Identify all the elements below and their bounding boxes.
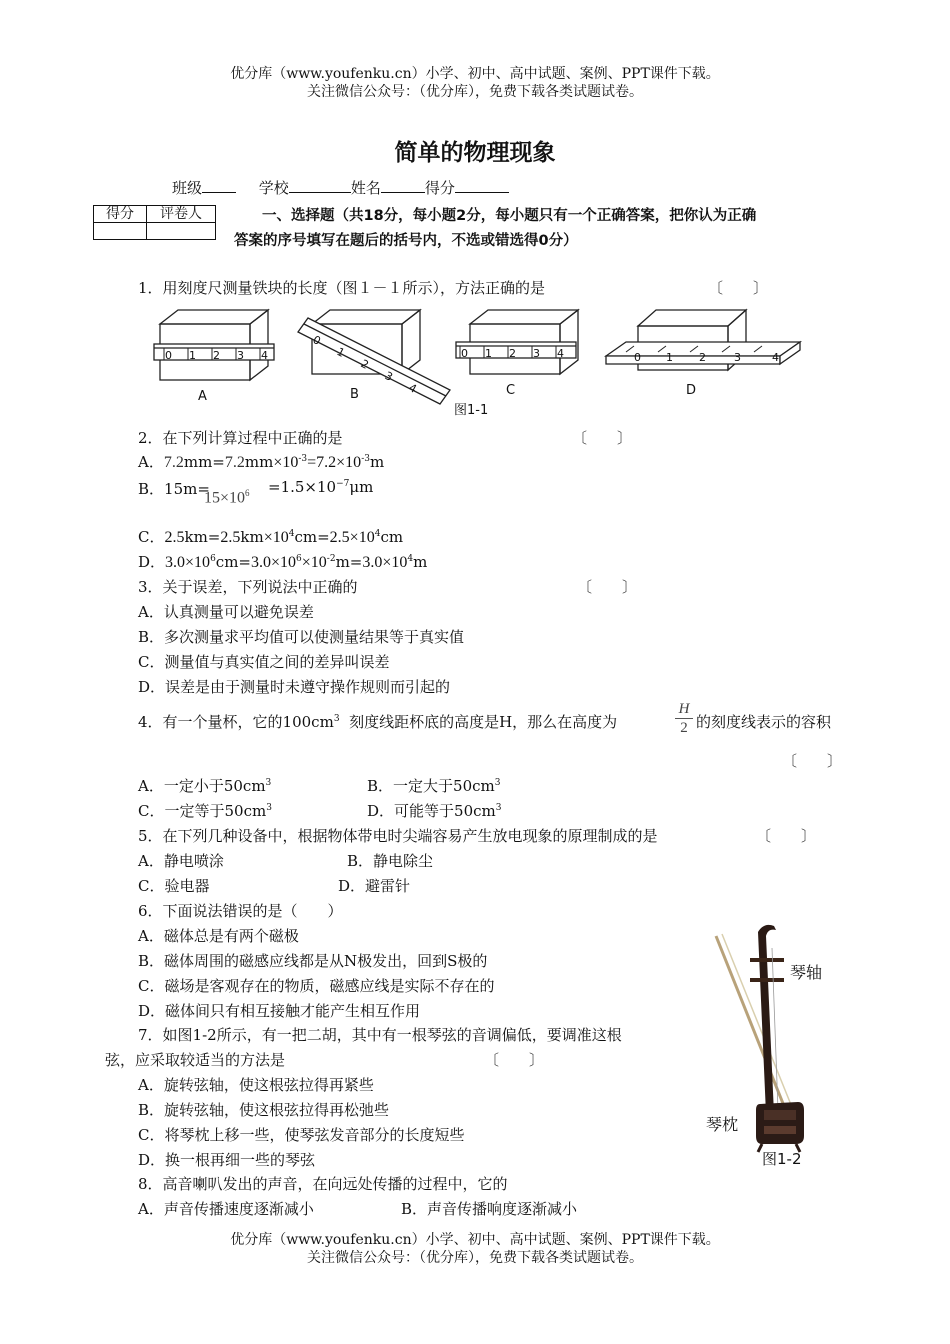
b-pre: 15m=: [164, 480, 210, 498]
question-4-stem: [138, 711, 617, 732]
question-5-option-c: C．验电器: [138, 877, 210, 895]
question-2-stem: 2．在下列计算过程中正确的是: [138, 429, 343, 447]
question-4-option-a: [138, 775, 271, 796]
score-header: 得分: [94, 206, 147, 223]
c-a: 2.5: [164, 529, 185, 546]
figure-1-1-caption: 图1-1: [454, 403, 489, 418]
score-table: [93, 205, 216, 240]
q4-frac-num: H: [675, 700, 693, 719]
d-e: ×10: [301, 554, 327, 571]
figure-label-d: D: [686, 383, 697, 398]
figure-1-2-erhu: [700, 918, 840, 1170]
c-exp: 4: [288, 529, 295, 539]
option-d-label: D．: [138, 553, 166, 571]
header-line-1: 优分库（www.youfenku.cn）小学、初中、高中试题、案例、PPT课件下载。: [230, 66, 720, 82]
q4-a-sup: 3: [265, 778, 272, 788]
question-3-option-c: C．测量值与真实值之间的差异叫误差: [138, 653, 390, 671]
a-expr-2: 7.2: [224, 454, 245, 471]
question-1-bracket: 〔 〕: [708, 279, 769, 297]
question-4-bracket: 〔 〕: [782, 752, 843, 770]
question-6-option-d: D．磁体间只有相互接触才能产生相互作用: [138, 1002, 421, 1020]
question-6-stem: 6．下面说法错误的是（ ）: [138, 902, 343, 920]
question-7-option-c: C．将琴枕上移一些，使琴弦发音部分的长度短些: [138, 1126, 465, 1144]
figure-d-tick-2: 2: [699, 351, 706, 364]
question-2-option-c: [138, 526, 403, 547]
a-unit-5: m: [369, 453, 385, 471]
header-line-2: 关注微信公众号：（优分库），免费下载各类试题试卷。: [307, 84, 643, 100]
figure-a-tick-3: 3: [237, 349, 244, 362]
figure-1-2-caption: 图1-2: [762, 1150, 802, 1168]
d-d: ×10: [271, 554, 297, 571]
c-b: 2.5: [220, 529, 241, 546]
question-3-option-b: B．多次测量求平均值可以使测量结果等于真实值: [138, 628, 465, 646]
a-expr-4: 7.2: [316, 454, 337, 471]
question-3-option-d: D．误差是由于测量时未遵守操作规则而引起的: [138, 678, 451, 696]
figure-c-tick-4: 4: [557, 347, 564, 360]
figure-c-tick-0: 0: [461, 347, 468, 360]
question-1-stem: 1．用刻度尺测量铁块的长度（图１－１所示），方法正确的是: [138, 279, 546, 297]
figure-1-1: [150, 304, 810, 422]
figure-c-tick-3: 3: [533, 347, 540, 360]
figure-d-tick-3: 3: [734, 351, 741, 364]
a-eq: =: [307, 454, 317, 471]
figure-label-b: B: [350, 387, 359, 402]
d-exp1: 6: [210, 554, 216, 564]
d-u3: m: [413, 553, 428, 571]
figure-d-tick-1: 1: [666, 351, 673, 364]
a-expr-1: 7.2: [163, 454, 184, 471]
q4-b-sup: 3: [494, 778, 501, 788]
figure-b-tick-3: 3: [382, 369, 395, 384]
a-expr-3: ×10: [273, 454, 299, 471]
c-c: ×10: [263, 529, 289, 546]
a-exp-5: -3: [361, 454, 370, 464]
option-c-label: C．: [138, 528, 165, 546]
question-7-option-d: D．换一根再细一些的琴弦: [138, 1151, 316, 1169]
d-f: 3.0: [362, 554, 383, 571]
q4-stem-sup: 3: [333, 714, 340, 724]
figure-b-ruler-block: [298, 310, 450, 404]
question-3-option-a: A．认真测量可以避免误差: [138, 603, 314, 621]
q4-stem-b: 刻度线距杯底的高度是H，那么在高度为: [349, 713, 618, 731]
d-c: 3.0: [251, 554, 271, 571]
figure-c-tick-1: 1: [485, 347, 492, 360]
grader-header: 评卷人: [147, 206, 216, 223]
school-blank: [289, 178, 351, 193]
school-label: 学校: [258, 179, 289, 197]
figure-c-tick-2: 2: [509, 347, 516, 360]
question-4-option-b: [367, 775, 500, 796]
question-3-stem: 3．关于误差，下列说法中正确的: [138, 578, 358, 596]
footer-line-1: 优分库（www.youfenku.cn）小学、初中、高中试题、案例、PPT课件下载。: [230, 1232, 720, 1248]
question-5-stem: 5．在下列几种设备中，根据物体带电时尖端容易产生放电现象的原理制成的是: [138, 827, 658, 845]
q4-c-text: C．一定等于50cm: [138, 802, 267, 820]
figure-d-tick-0: 0: [634, 351, 641, 364]
q4-d-text: D．可能等于50cm: [367, 802, 496, 820]
question-6-option-a: A．磁体总是有两个磁极: [138, 927, 299, 945]
question-2-bracket: 〔 〕: [572, 429, 633, 447]
q4-stem-c: 的刻度线表示的容积: [696, 713, 832, 731]
d-exp2: 6: [296, 554, 302, 564]
figure-a-tick-4: 4: [261, 349, 268, 362]
question-4-option-d: [367, 800, 501, 821]
erhu-peg-label: 琴轴: [790, 963, 823, 982]
q4-d-sup: 3: [495, 803, 502, 813]
q4-frac-den: 2: [680, 720, 688, 736]
figure-a-ruler-block: [154, 310, 274, 380]
footer-line-2: 关注微信公众号：（优分库），免费下载各类试题试卷。: [307, 1250, 643, 1266]
c-u1: km=: [184, 528, 221, 546]
question-7-option-b: B．旋转弦轴，使这根弦拉得再松弛些: [138, 1101, 390, 1119]
b-fraction-denominator: [204, 488, 250, 507]
d-u2: m=: [335, 553, 363, 571]
figure-b-tick-1: 1: [334, 345, 347, 360]
q4-stem-a: 4．有一个量杯，它的100cm: [138, 713, 334, 731]
c-u3: cm=: [294, 528, 330, 546]
question-2-option-d: [138, 551, 427, 572]
question-7-stem-2: 弦，应采取较适当的方法是: [105, 1051, 286, 1069]
question-7-bracket: 〔 〕: [484, 1051, 545, 1069]
figure-label-a: A: [198, 389, 207, 404]
question-5-option-a: A．静电喷涂: [138, 852, 224, 870]
question-4-option-c: [138, 800, 272, 821]
section-heading-line-2: 答案的序号填写在题后的括号内，不选或错选得0分）: [234, 233, 578, 249]
class-blank: [202, 178, 236, 193]
question-8-option-a: A．声音传播速度逐渐减小: [138, 1200, 314, 1218]
figure-a-tick-1: 1: [189, 349, 196, 362]
question-6-option-c: C．磁场是客观存在的物质，磁感应线是实际不存在的: [138, 977, 495, 995]
c-d: 2.5: [329, 529, 350, 546]
question-7-option-a: A．旋转弦轴，使这根弦拉得再紧些: [138, 1076, 374, 1094]
q4-b-text: B．一定大于50cm: [367, 777, 495, 795]
c-u2: km: [240, 528, 264, 546]
class-label: 班级: [172, 179, 203, 197]
q4-a-text: A．一定小于50cm: [138, 777, 266, 795]
d-b: ×10: [185, 554, 211, 571]
question-3-bracket: 〔 〕: [577, 578, 638, 596]
a-unit-1: mm=: [183, 453, 225, 471]
figure-a-tick-2: 2: [213, 349, 220, 362]
b-frac: 15×10: [204, 489, 246, 507]
question-7-stem-1: 7．如图1-2所示，有一把二胡，其中有一根琴弦的音调偏低，要调准这根: [138, 1026, 622, 1044]
b-unit: μm: [349, 478, 374, 496]
b-result: [268, 478, 373, 496]
score-cell: [94, 223, 147, 240]
b-post-exp: −7: [336, 479, 350, 489]
section-heading-line-1: 一、选择题（共18分，每小题2分，每小题只有一个正确答案，把你认为正确: [262, 208, 757, 224]
question-5-bracket: 〔 〕: [756, 827, 817, 845]
figure-b-tick-0: 0: [310, 333, 323, 348]
a-exp-3: -3: [298, 454, 308, 464]
question-2-option-a: [138, 451, 384, 472]
question-2-option-b: [138, 478, 210, 499]
figure-c-ruler-block: [456, 310, 578, 374]
student-info-line: [172, 177, 509, 198]
d-u1: cm=: [215, 553, 251, 571]
d-exp4: 4: [407, 554, 414, 564]
q4-fraction: [675, 700, 693, 737]
question-6-option-b: B．磁体周围的磁感应线都是从N极发出，回到S极的: [138, 952, 488, 970]
c-u4: cm: [380, 528, 404, 546]
question-5-option-d: D．避雷针: [338, 877, 411, 895]
score-blank: [455, 178, 509, 193]
question-5-option-b: B．静电除尘: [347, 852, 434, 870]
d-a: 3.0: [165, 554, 186, 571]
option-a-label: A．: [138, 453, 164, 471]
erhu-pillow-label: 琴枕: [706, 1115, 739, 1134]
a-expr-5: ×10: [336, 454, 362, 471]
b-frac-exp: 6: [245, 488, 250, 498]
figure-b-tick-4: 4: [406, 381, 419, 396]
b-post: =1.5×10: [268, 478, 337, 496]
score-label: 得分: [424, 179, 455, 197]
name-blank: [381, 178, 425, 193]
figure-b-tick-2: 2: [358, 357, 371, 372]
question-8-stem: 8．高音喇叭发出的声音，在向远处传播的过程中，它的: [138, 1175, 508, 1193]
q4-c-sup: 3: [266, 803, 272, 813]
question-8-option-b: B．声音传播响度逐渐减小: [401, 1200, 578, 1218]
page-title: 简单的物理现象: [394, 140, 556, 166]
figure-d-tick-4: 4: [772, 351, 779, 364]
a-unit-2: mm: [244, 453, 274, 471]
name-label: 姓名: [350, 179, 381, 197]
c-exp2: 4: [374, 529, 381, 539]
d-g: ×10: [382, 554, 408, 571]
d-exp3: -2: [326, 554, 336, 564]
figure-label-c: C: [506, 383, 516, 398]
c-e: ×10: [349, 529, 375, 546]
figure-a-tick-0: 0: [165, 349, 172, 362]
option-b-label: B．: [138, 480, 165, 498]
grader-cell: [147, 223, 216, 240]
